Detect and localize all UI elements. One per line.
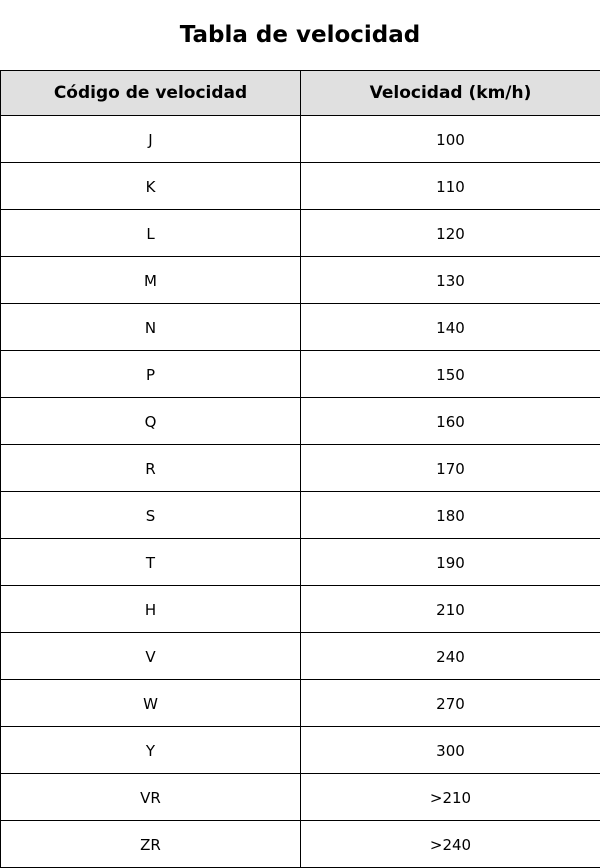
speed-code-cell: W xyxy=(1,680,301,727)
speed-value-cell: 270 xyxy=(301,680,600,727)
speed-value-cell: 100 xyxy=(301,116,600,163)
table-row xyxy=(1,680,600,727)
speed-value-cell: 150 xyxy=(301,351,600,398)
table-row xyxy=(1,398,600,445)
table-row xyxy=(1,116,600,163)
table-row xyxy=(1,163,600,210)
table-row xyxy=(1,633,600,680)
table-row xyxy=(1,539,600,586)
speed-code-cell: H xyxy=(1,586,301,633)
table-row xyxy=(1,492,600,539)
table-row xyxy=(1,586,600,633)
speed-value-cell: 190 xyxy=(301,539,600,586)
header-speed-kmh: Velocidad (km/h) xyxy=(301,71,600,116)
speed-code-cell: V xyxy=(1,633,301,680)
speed-code-cell: VR xyxy=(1,774,301,821)
speed-value-cell: 120 xyxy=(301,210,600,257)
speed-code-cell: Q xyxy=(1,398,301,445)
speed-code-cell: M xyxy=(1,257,301,304)
speed-code-cell: J xyxy=(1,116,301,163)
speed-code-cell: P xyxy=(1,351,301,398)
speed-value-cell: 170 xyxy=(301,445,600,492)
header-row xyxy=(1,71,600,116)
table-row xyxy=(1,774,600,821)
table-row xyxy=(1,351,600,398)
speed-value-cell: >240 xyxy=(301,821,600,868)
speed-code-cell: K xyxy=(1,163,301,210)
speed-code-cell: Y xyxy=(1,727,301,774)
table-row xyxy=(1,445,600,492)
speed-value-cell: 240 xyxy=(301,633,600,680)
page-title: Tabla de velocidad xyxy=(0,20,600,50)
speed-code-cell: R xyxy=(1,445,301,492)
speed-value-cell: >210 xyxy=(301,774,600,821)
header-speed-code: Código de velocidad xyxy=(1,71,301,116)
table-row xyxy=(1,304,600,351)
speed-code-cell: L xyxy=(1,210,301,257)
speed-code-cell: ZR xyxy=(1,821,301,868)
speed-value-cell: 140 xyxy=(301,304,600,351)
speed-code-cell: T xyxy=(1,539,301,586)
speed-value-cell: 210 xyxy=(301,586,600,633)
speed-code-cell: S xyxy=(1,492,301,539)
speed-table xyxy=(0,70,600,868)
speed-value-cell: 130 xyxy=(301,257,600,304)
speed-value-cell: 180 xyxy=(301,492,600,539)
table-row xyxy=(1,727,600,774)
speed-code-cell: N xyxy=(1,304,301,351)
speed-value-cell: 300 xyxy=(301,727,600,774)
speed-value-cell: 160 xyxy=(301,398,600,445)
table-row xyxy=(1,210,600,257)
table-row xyxy=(1,257,600,304)
table-row xyxy=(1,821,600,868)
speed-value-cell: 110 xyxy=(301,163,600,210)
